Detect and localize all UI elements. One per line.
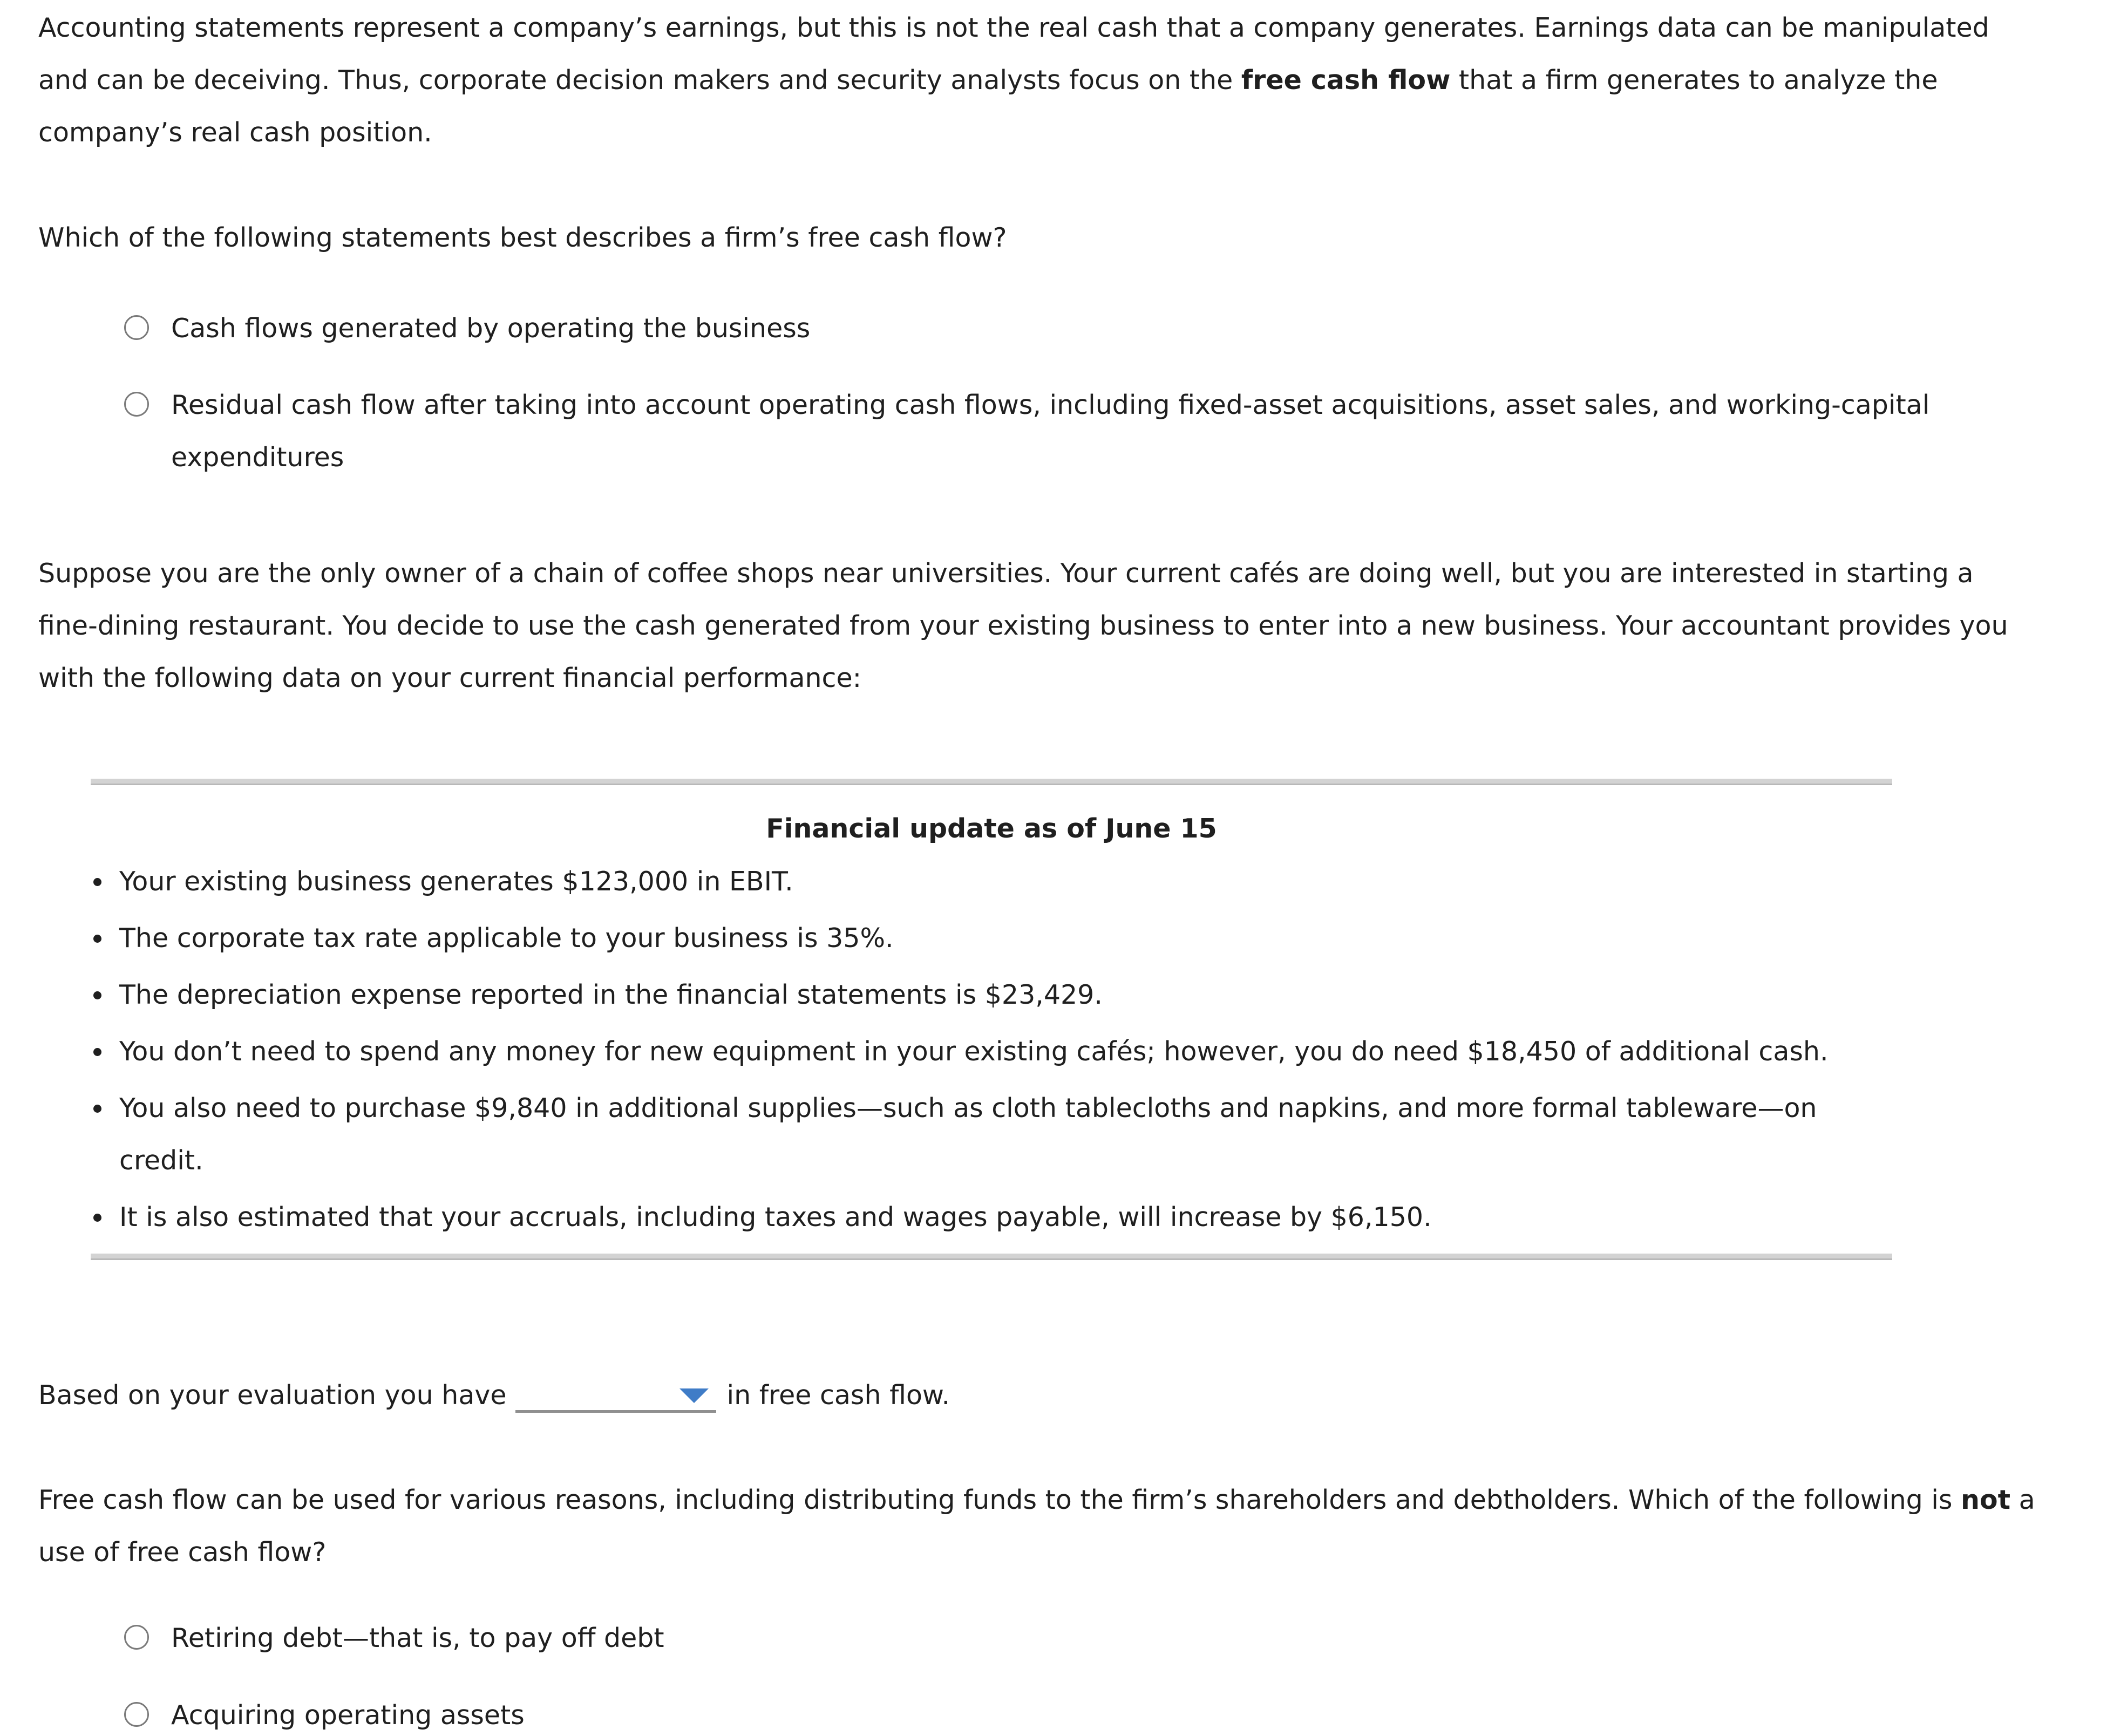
- evaluation-text-end: in free cash flow.: [726, 1380, 950, 1411]
- financial-update-list: [91, 855, 1845, 1248]
- radio-button-icon[interactable]: [124, 392, 149, 417]
- list-item: You also need to purchase $9,840 in additional supplies—such as cloth tablecloths and napkins, and more formal tableware—on credit.: [91, 1082, 1845, 1187]
- question2-option-2-label: Acquiring operating assets: [171, 1700, 525, 1731]
- free-cash-flow-term: free cash flow: [1241, 65, 1451, 96]
- question2-text-end: a use of free cash flow?: [38, 1485, 2035, 1568]
- question1-option-2-label: Residual cash flow after taking into account operating cash flows, including fixed-asset acquisitions, asset sales, and working-capital expenditures: [171, 390, 1930, 473]
- radio-button-icon[interactable]: [124, 1625, 149, 1650]
- intro-text-start: Accounting statements represent a company’s earnings, but this is not the real cash that a company generates. Earnings data can be manipulated and can be deceiving. Thus, corporate decision makers and security analysts focus on the: [38, 12, 1989, 96]
- free-cash-flow-dropdown[interactable]: [515, 1369, 716, 1421]
- list-item: It is also estimated that your accruals, including taxes and wages payable, will increase by $6,150.: [91, 1191, 1845, 1243]
- list-item: Your existing business generates $123,000 in EBIT.: [91, 855, 1845, 908]
- not-emphasis: not: [1961, 1485, 2011, 1515]
- list-item: The depreciation expense reported in the financial statements is $23,429.: [91, 969, 1845, 1021]
- intro-paragraph: [38, 2, 2035, 159]
- list-item: The corporate tax rate applicable to your business is 35%.: [91, 912, 1845, 964]
- list-item: You don’t need to spend any money for new equipment in your existing cafés; however, you do need $18,450 of additional cash.: [91, 1025, 1845, 1078]
- dropdown-underline: [515, 1410, 716, 1413]
- radio-button-icon[interactable]: [124, 1702, 149, 1727]
- scenario-paragraph: Suppose you are the only owner of a chain of coffee shops near universities. Your current cafés are doing well, but you are interested in starting a fine-dining restaurant. You decide to use the cash generated from your existing business to enter into a new business. Your accountant provides you with the following data on your current financial performance:: [38, 558, 2008, 693]
- evaluation-sentence: [38, 1369, 950, 1421]
- chevron-down-icon[interactable]: [679, 1388, 709, 1403]
- panel-bottom-divider: [91, 1254, 1892, 1260]
- financial-update-title: Financial update as of June 15: [766, 813, 1217, 844]
- question2-prompt: [38, 1474, 2035, 1578]
- question1-option-2[interactable]: [124, 379, 1959, 484]
- panel-top-divider: [91, 779, 1892, 785]
- radio-button-icon[interactable]: [124, 315, 149, 340]
- question2-option-1-label: Retiring debt—that is, to pay off debt: [171, 1623, 664, 1653]
- question2-text-start: Free cash flow can be used for various reasons, including distributing funds to the firm’s shareholders and debtholders. Which of the following is: [38, 1485, 1961, 1515]
- intro-text-end: that a firm generates to analyze the company’s real cash position.: [38, 65, 1938, 148]
- question1-prompt: Which of the following statements best describes a firm’s free cash flow?: [38, 222, 1007, 253]
- question1-option-1-label: Cash flows generated by operating the business: [171, 313, 811, 344]
- evaluation-text-start: Based on your evaluation you have: [38, 1380, 507, 1411]
